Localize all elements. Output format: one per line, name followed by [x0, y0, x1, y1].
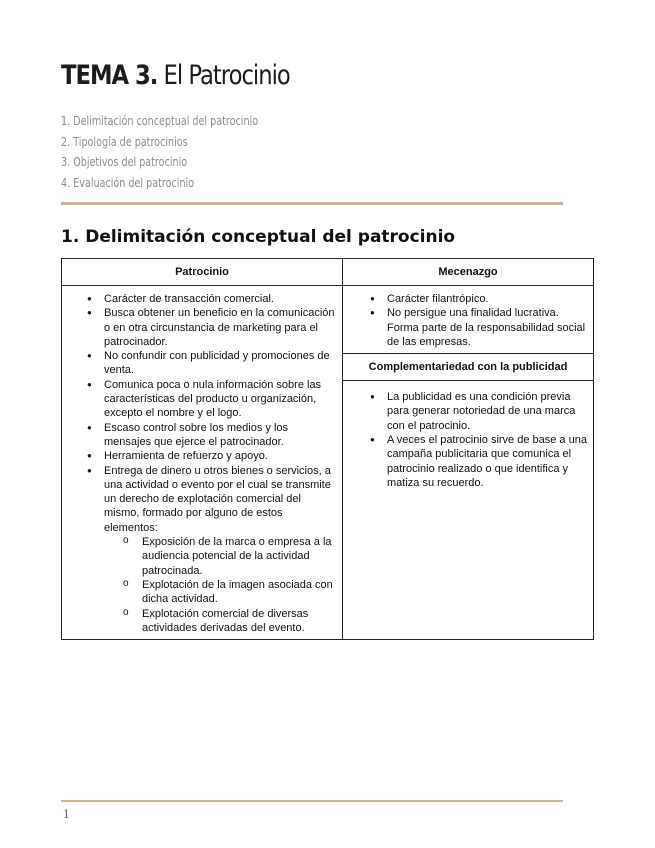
list-item: ● Comunica poca o nula información sobre las características del producto u organización, excepto el nombre y el logo.: [104, 378, 336, 421]
patrocinio-list: [62, 286, 342, 639]
title-bold: TEMA 3.: [61, 60, 158, 91]
table-header-row: [62, 259, 594, 286]
toc-item: 4. Evaluación del patrocinio: [61, 175, 195, 190]
list-item: ● Escaso control sobre los medios y los mensajes que ejerce el patrocinador.: [104, 421, 336, 450]
list-item: ● No confundir con publicidad y promociones de venta.: [104, 349, 336, 378]
list-item: ● Herramienta de refuerzo y apoyo.: [104, 449, 336, 463]
toc-item: 1. Delimitación conceptual del patrocinio: [61, 114, 259, 128]
section-heading: 1. Delimitación conceptual del patrocinio: [61, 227, 456, 247]
list-item: ● A veces el patrocinio sirve de base a una campaña publicitaria que comunica el patrocinio realizado o que identifica y matiza su recuerdo.: [387, 433, 587, 490]
header-mecenazgo: Mecenazgo: [343, 259, 594, 286]
page-title: [61, 60, 290, 91]
header-patrocinio: Patrocinio: [62, 259, 343, 286]
list-item: [104, 464, 336, 636]
mecenazgo-cell: [343, 286, 594, 640]
patrocinio-cell: [62, 286, 343, 640]
comparison-table: [61, 258, 594, 640]
list-item: ● Busca obtener un beneficio en la comunicación o en otra circunstancia de marketing para el patrocinador.: [104, 306, 336, 349]
mecenazgo-list: [343, 286, 593, 353]
list-item: ● No persigue una finalidad lucrativa. Forma parte de la responsabilidad social de las empresas.: [387, 306, 587, 349]
header-divider: [61, 202, 563, 205]
patrocinio-sublist: [104, 535, 336, 635]
page-number: 1: [63, 808, 70, 821]
list-item: ● Carácter de transacción comercial.: [104, 292, 336, 306]
sub-list-item: o Explotación comercial de diversas actividades derivadas del evento.: [142, 607, 336, 636]
footer-divider: [61, 800, 563, 802]
toc-item: 2. Tipología de patrocinios: [61, 134, 188, 149]
sub-list-item: o Exposición de la marca o empresa a la audiencia potencial de la actividad patrocinada.: [142, 535, 336, 578]
sub-list-item: o Explotación de la imagen asociada con dicha actividad.: [142, 578, 336, 607]
complementariedad-list: [343, 381, 593, 494]
list-item-text: Entrega de dinero u otros bienes o servicios, a una actividad o evento por el cual se transmite un derecho de explotación comercial del mismo, formado por alguno de estos elementos:: [104, 464, 331, 534]
title-rest: El Patrocinio: [157, 60, 290, 91]
table-body-row: [62, 286, 594, 640]
list-item: ● Carácter filantrópico.: [387, 292, 587, 306]
complementariedad-header: Complementariedad con la publicidad: [343, 353, 593, 381]
toc-item: 3. Objetivos del patrocinio: [61, 155, 188, 169]
list-item: ● La publicidad es una condición previa para generar notoriedad de una marca con el patrocinio.: [387, 390, 587, 433]
table-of-contents: [61, 111, 307, 193]
